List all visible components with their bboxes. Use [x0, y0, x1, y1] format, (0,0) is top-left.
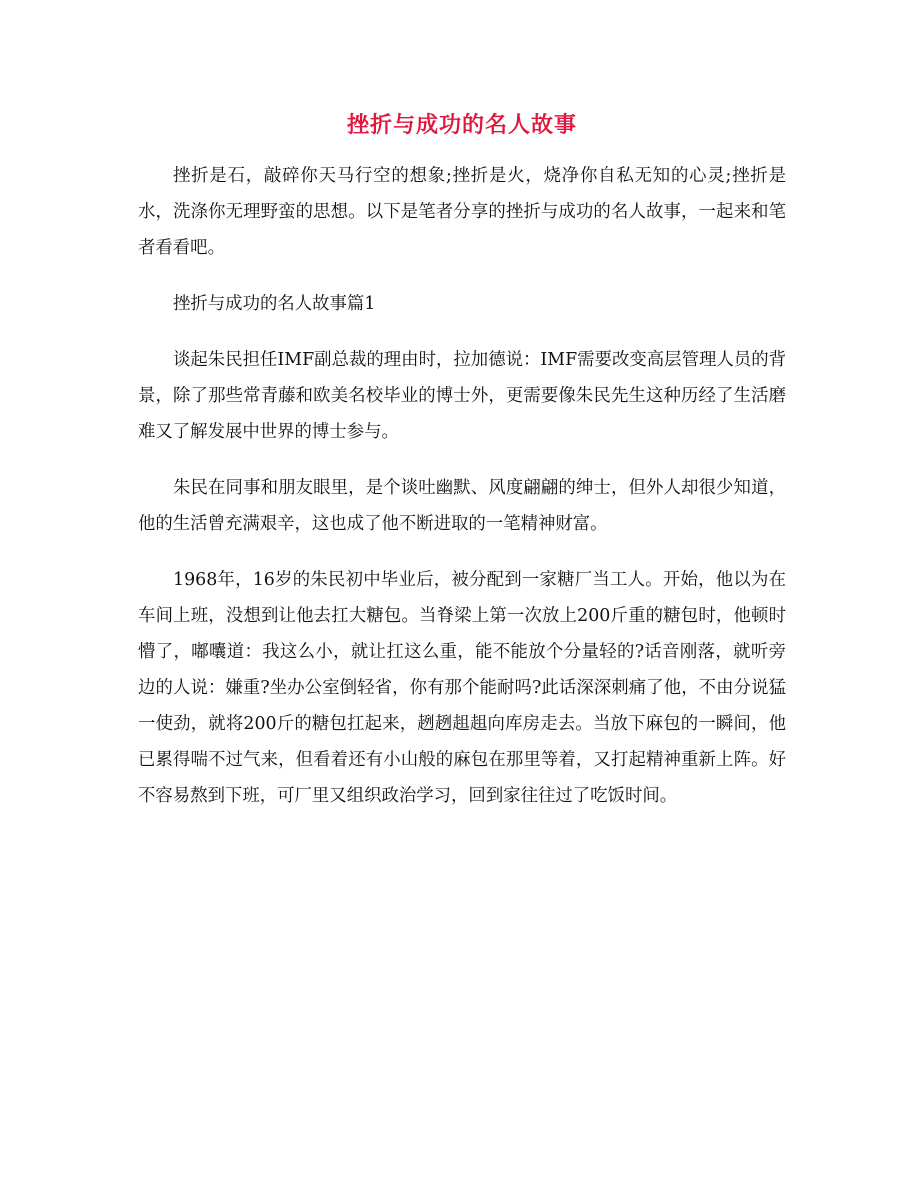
intro-paragraph: 挫折是石，敲碎你天马行空的想象;挫折是火，烧净你自私无知的心灵;挫折是水，洗涤你无理野蛮的思想。以下是笔者分享的挫折与成功的名人故事，一起来和笔者看看吧。	[138, 166, 786, 258]
document-body	[138, 108, 786, 834]
document-title: 挫折与成功的名人故事	[346, 112, 577, 138]
body-paragraph: 朱民在同事和朋友眼里，是个谈吐幽默、风度翩翩的绅士，但外人却很少知道，他的生活曾充满艰辛，这也成了他不断进取的一笔精神财富。	[138, 478, 786, 534]
body-paragraph: 1968年，16岁的朱民初中毕业后，被分配到一家糖厂当工人。开始，他以为在车间上班，没想到让他去扛大糖包。当脊梁上第一次放上200斤重的糖包时，他顿时懵了，嘟囔道：我这么小，就让扛这么重，能不能放个分量轻的?话音刚落，就听旁边的人说：嫌重?坐办公室倒轻省，你有那个能耐吗?此话深深刺痛了他，不由分说猛一使劲，就将200斤的糖包扛起来，趔趔趄趄向库房走去。当放下麻包的一瞬间，他已累得喘不过气来，但看着还有小山般的麻包在那里等着，又打起精神重新上阵。好不容易熬到下班，可厂里又组织政治学习，回到家往往过了吃饭时间。	[138, 570, 786, 806]
section-heading: 挫折与成功的名人故事篇1	[173, 294, 376, 314]
body-paragraph: 谈起朱民担任IMF副总裁的理由时，拉加德说：IMF需要改变高层管理人员的背景，除了那些常青藤和欧美名校毕业的博士外，更需要像朱民先生这种历经了生活磨难又了解发展中世界的博士参与。	[138, 350, 786, 442]
